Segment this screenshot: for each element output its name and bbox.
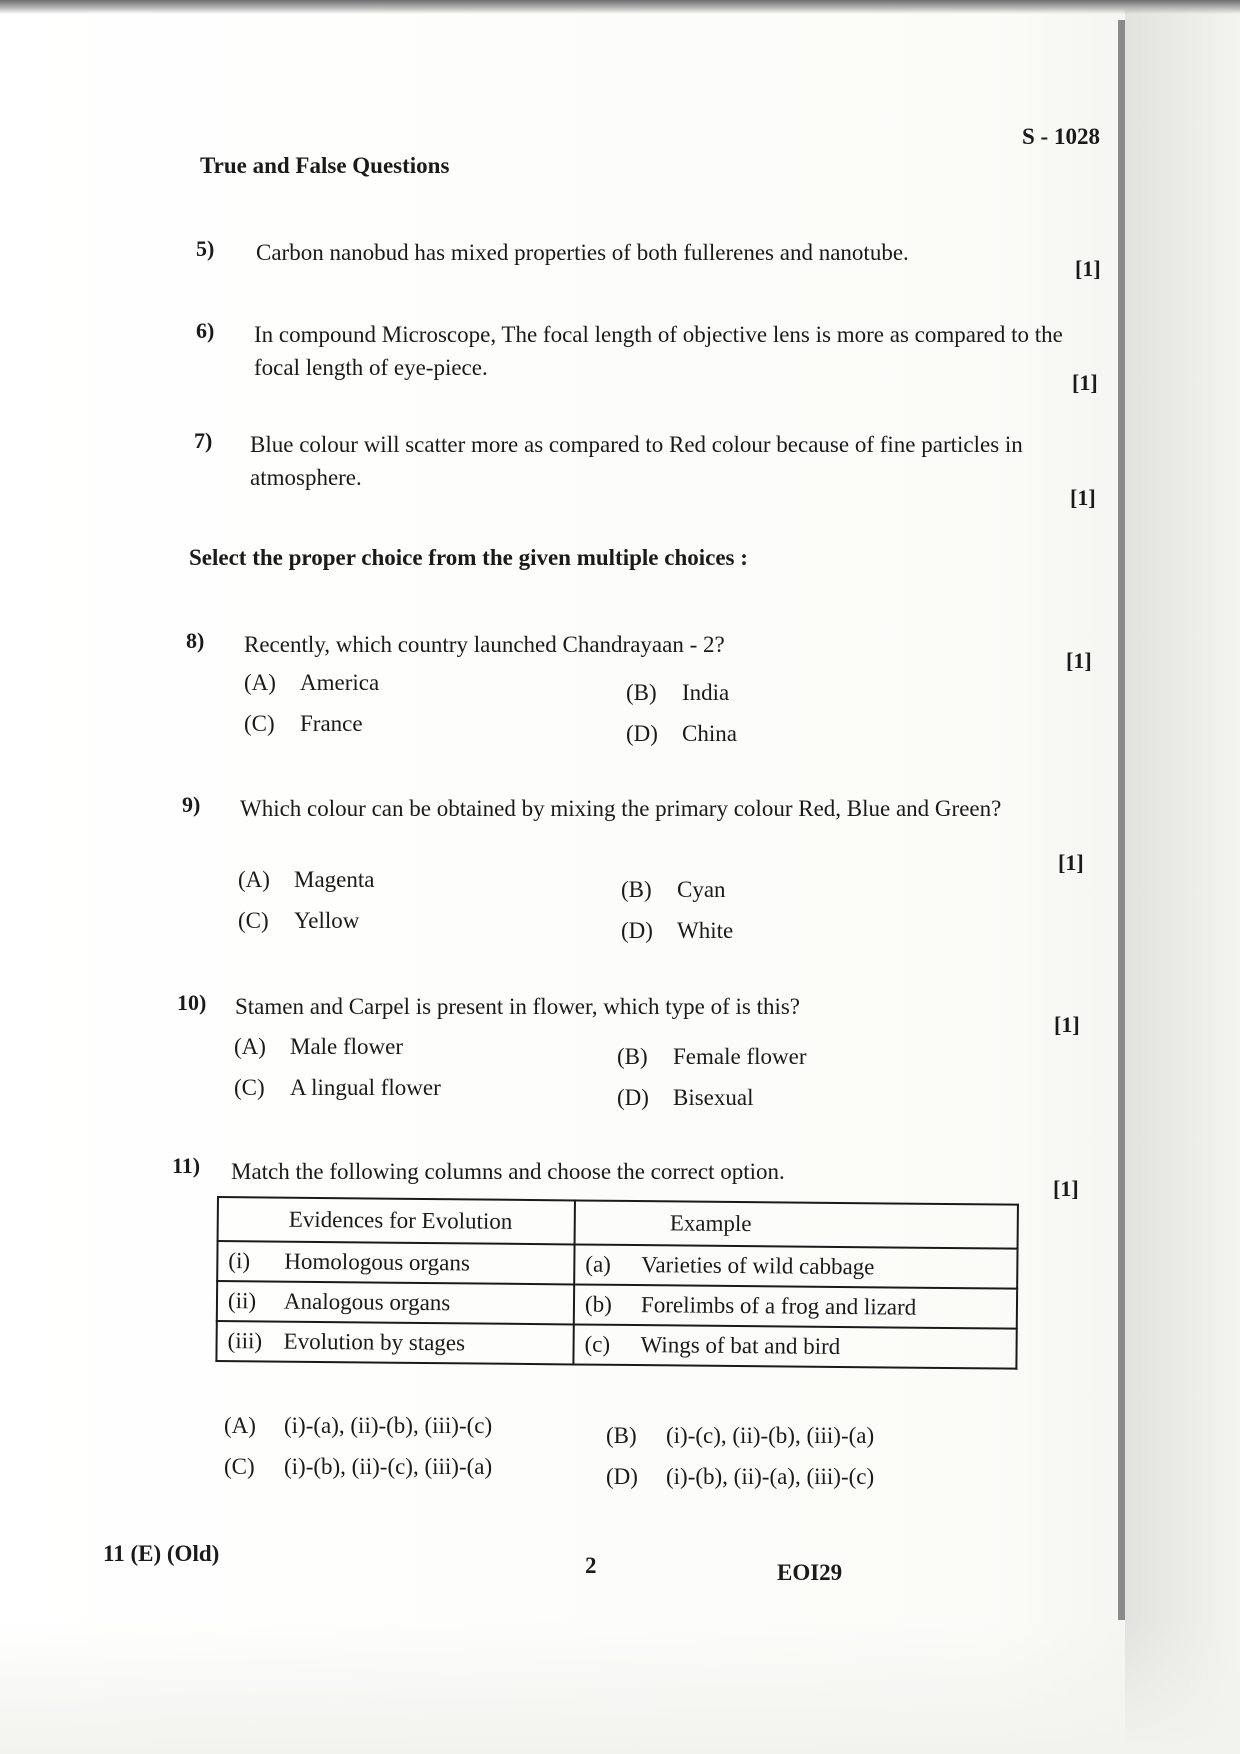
table-cell: (iii) Evolution by stages xyxy=(216,1321,573,1364)
table-cell: (i) Homologous organs xyxy=(217,1241,574,1284)
table-cell: (ii) Analogous organs xyxy=(217,1281,574,1324)
table-header: Example xyxy=(575,1200,1018,1248)
question-text: Carbon nanobud has mixed properties of both fullerenes and nanotube. xyxy=(256,240,909,265)
question-number: 8) xyxy=(186,628,205,653)
option-d: (D) (i)-(b), (ii)-(a), (iii)-(c) xyxy=(606,1464,875,1489)
option-a: (A) Magenta xyxy=(238,867,375,892)
table-header: Evidences for Evolution xyxy=(218,1197,575,1244)
question-text: Match the following columns and choose the correct option. xyxy=(231,1159,785,1184)
option-b: (B) Cyan xyxy=(621,877,726,902)
option-c: (C) France xyxy=(244,711,363,736)
question-mark: [1] xyxy=(1058,850,1084,875)
question-text: Blue colour will scatter more as compared to Red colour because of fine particles in atmosphere. xyxy=(250,432,1023,490)
question-number: 6) xyxy=(196,318,215,343)
question-mark: [1] xyxy=(1054,1012,1080,1037)
option-c: (C) (i)-(b), (ii)-(c), (iii)-(a) xyxy=(224,1454,493,1479)
footer-series: 11 (E) (Old) xyxy=(103,1541,220,1566)
question-text: Which colour can be obtained by mixing the primary colour Red, Blue and Green? xyxy=(240,796,1002,821)
option-c: (C) Yellow xyxy=(238,908,360,933)
option-c: (C) A lingual flower xyxy=(234,1075,441,1100)
question-mark: [1] xyxy=(1070,485,1096,510)
page-edge xyxy=(1118,20,1125,1620)
question-number: 9) xyxy=(182,792,201,817)
question-mark: [1] xyxy=(1072,370,1098,395)
option-b: (B) Female flower xyxy=(617,1044,807,1069)
scan-margin xyxy=(1125,0,1240,1754)
question-mark: [1] xyxy=(1066,648,1092,673)
option-a: (A) America xyxy=(244,670,380,695)
footer-code: EOI29 xyxy=(777,1560,843,1585)
option-a: (A) (i)-(a), (ii)-(b), (iii)-(c) xyxy=(224,1413,493,1438)
option-d: (D) China xyxy=(626,721,737,746)
match-table xyxy=(215,1196,1019,1370)
question-mark: [1] xyxy=(1053,1176,1079,1201)
section-title-mcq: Select the proper choice from the given multiple choices : xyxy=(189,545,748,570)
question-number: 10) xyxy=(177,990,207,1015)
question-text: Stamen and Carpel is present in flower, which type of is this? xyxy=(235,994,801,1019)
option-d: (D) White xyxy=(621,918,734,943)
option-a: (A) Male flower xyxy=(234,1034,404,1059)
scan-bottom-shade xyxy=(0,1620,1240,1754)
scan-top-edge xyxy=(0,0,1240,14)
question-number: 7) xyxy=(194,428,213,453)
option-b: (B) India xyxy=(626,680,730,705)
table-cell: (c) Wings of bat and bird xyxy=(573,1324,1016,1368)
section-title-true-false: True and False Questions xyxy=(200,153,450,178)
page-number: 2 xyxy=(585,1553,597,1578)
paper-code: S - 1028 xyxy=(1022,124,1100,149)
table-cell: (a) Varieties of wild cabbage xyxy=(574,1244,1017,1288)
question-text: Recently, which country launched Chandrayaan - 2? xyxy=(244,632,725,657)
question-number: 5) xyxy=(196,236,215,261)
table-row xyxy=(216,1321,1016,1369)
table-cell: (b) Forelimbs of a frog and lizard xyxy=(574,1284,1017,1328)
question-number: 11) xyxy=(172,1153,201,1178)
option-d: (D) Bisexual xyxy=(617,1085,754,1110)
question-mark: [1] xyxy=(1075,256,1101,281)
option-b: (B) (i)-(c), (ii)-(b), (iii)-(a) xyxy=(606,1423,875,1448)
question-text: In compound Microscope, The focal length of objective lens is more as compared to the focal length of eye-piece. xyxy=(254,322,1063,380)
table-header-row xyxy=(218,1197,1018,1249)
